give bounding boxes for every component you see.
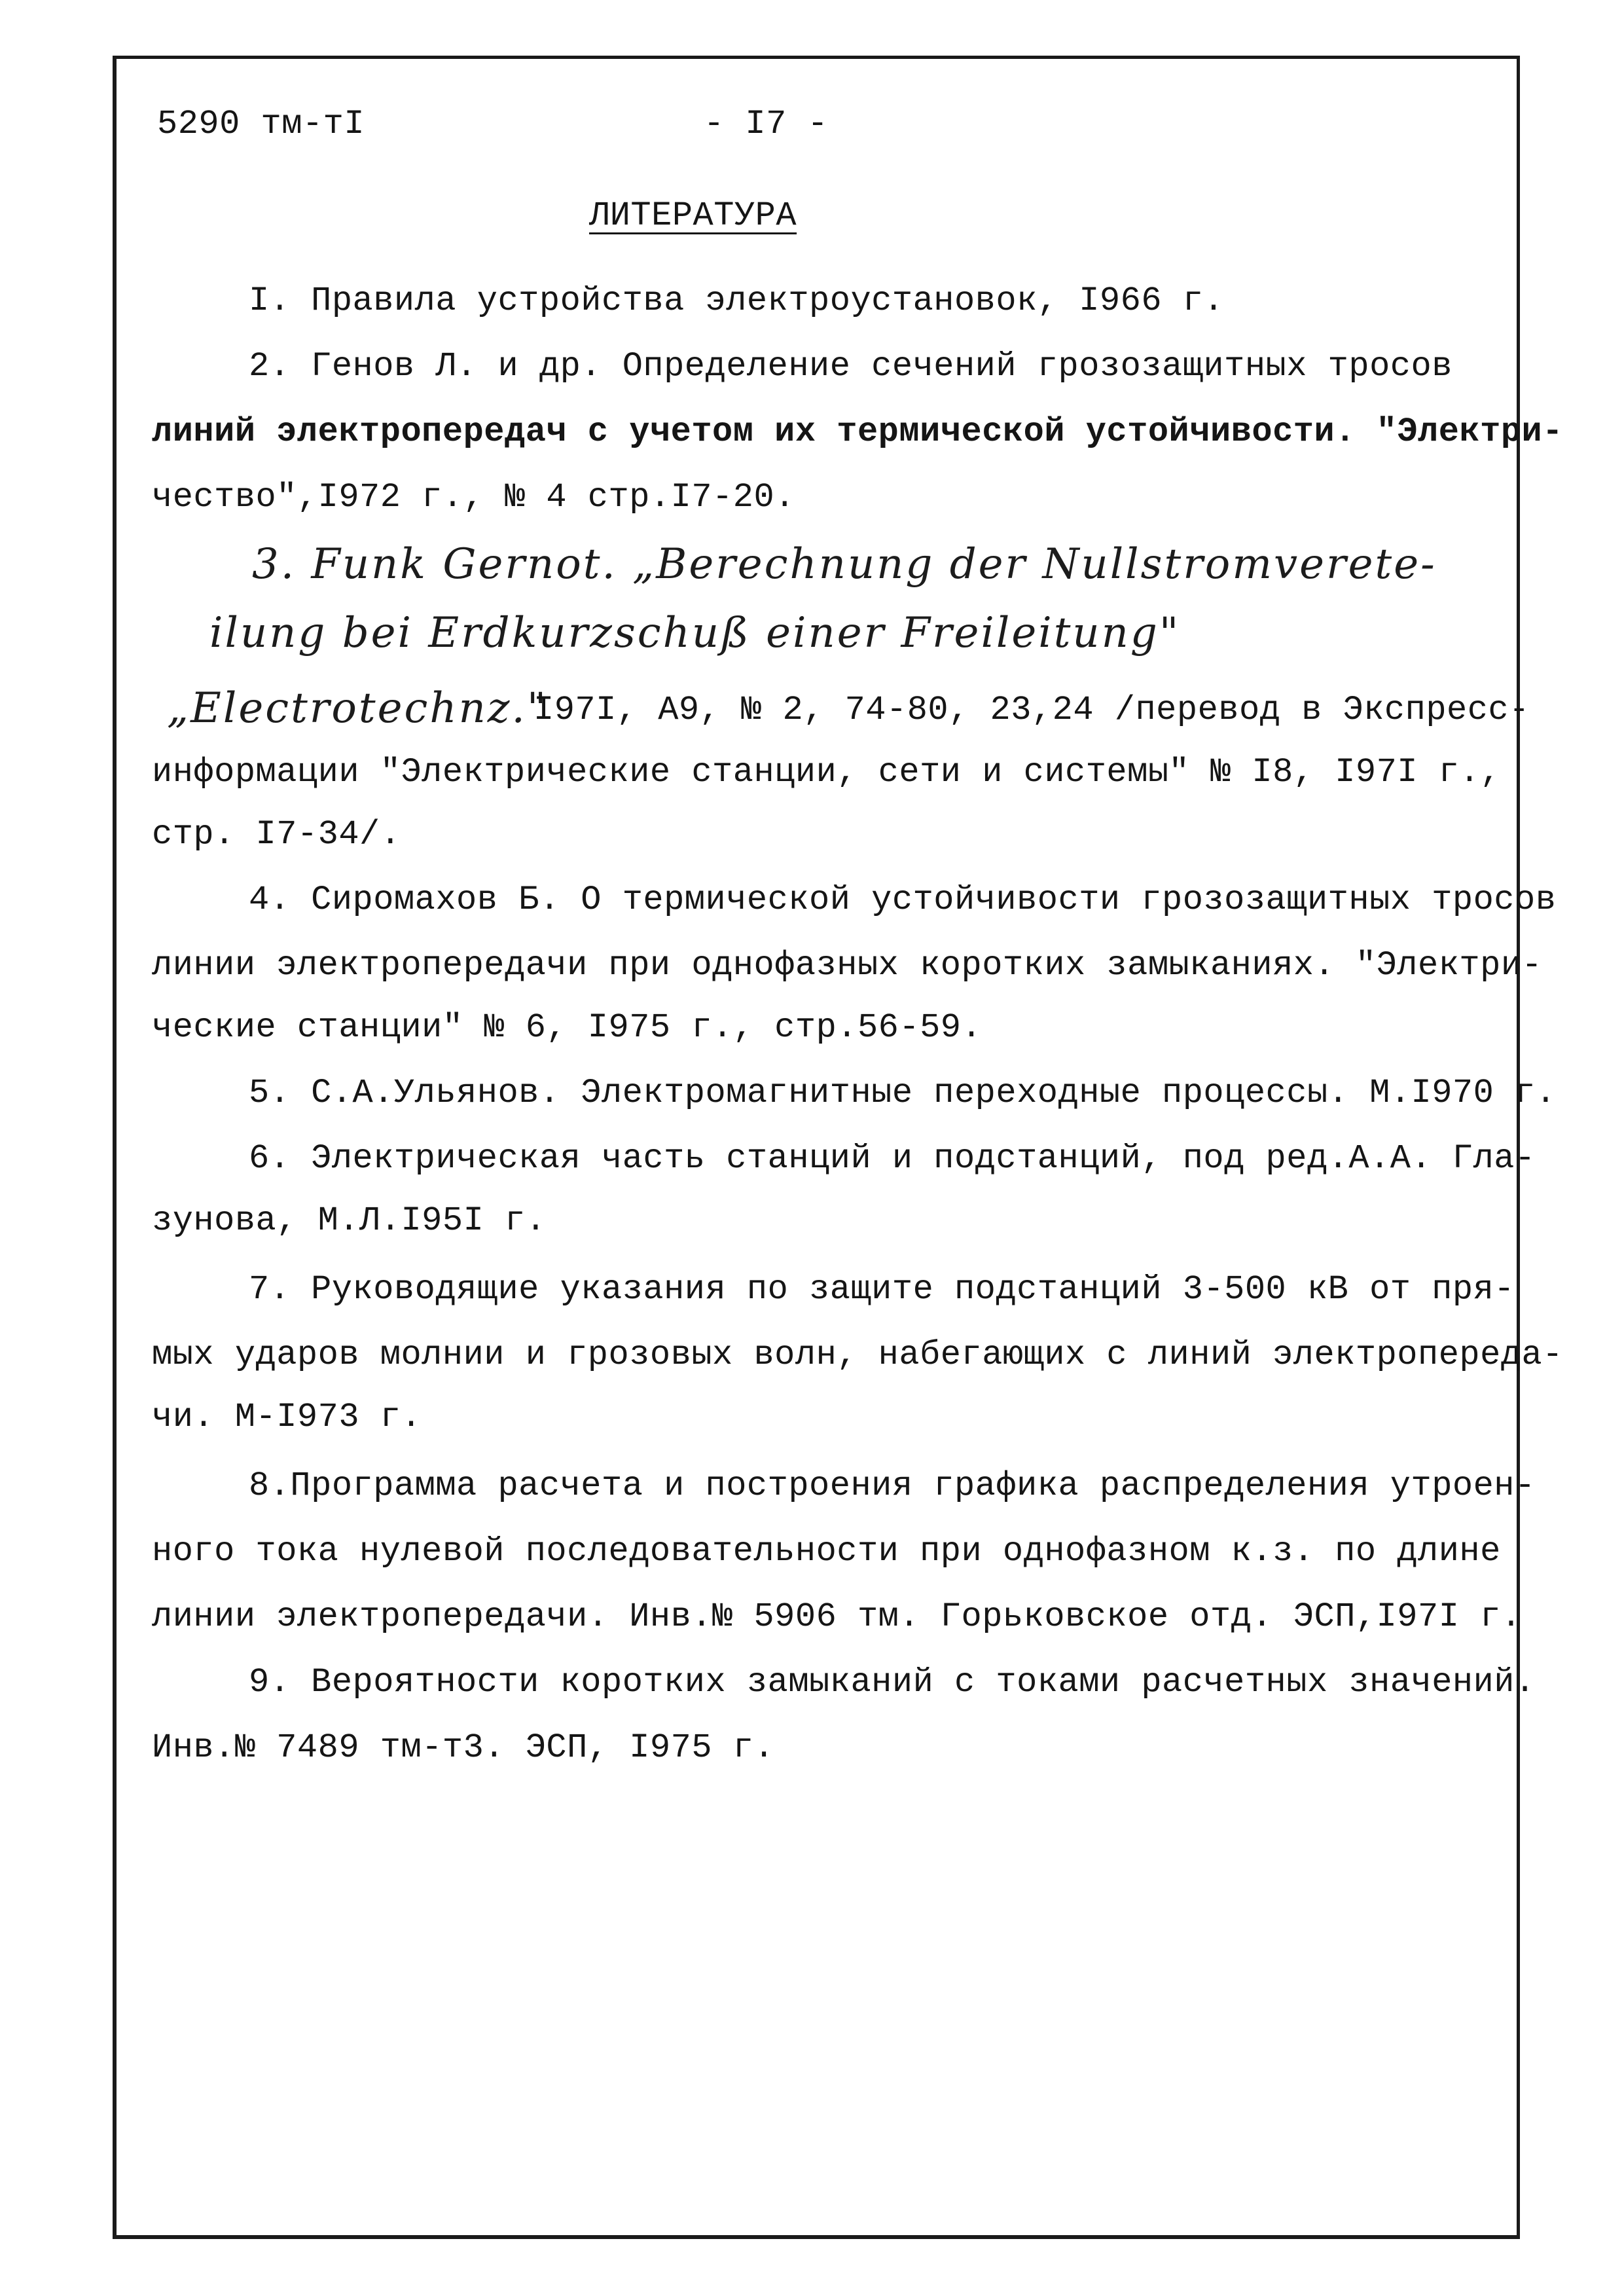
reference-6-line-2: зунова, М.Л.I95I г. [152, 1201, 547, 1240]
reference-7-line-3: чи. М-I973 г. [152, 1398, 422, 1436]
reference-4-line-2: линии электропередачи при однофазных коротких замыканиях. "Электри- [152, 946, 1543, 985]
reference-5-line-1: 5. С.А.Ульянов. Электромагнитные переходные процессы. М.I970 г. [249, 1074, 1557, 1112]
reference-9-line-2: Инв.№ 7489 тм-т3. ЭСП, I975 г. [152, 1728, 775, 1767]
reference-2-line-2: линий электропередач с учетом их термической устойчивости. "Электри- [152, 412, 1563, 451]
page-number: - I7 - [704, 105, 829, 143]
reference-7-line-2: мых ударов молнии и грозовых волн, набегающих с линий электропереда- [152, 1336, 1563, 1374]
reference-3-line-2: информации "Электрические станции, сети и системы" № I8, I97I г., [152, 753, 1501, 792]
reference-8-line-2: ного тока нулевой последовательности при однофазном к.з. по длине [152, 1532, 1501, 1571]
reference-4-line-3: ческие станции" № 6, I975 г., стр.56-59. [152, 1008, 983, 1047]
reference-2-line-1: 2. Генов Л. и др. Определение сечений грозозащитных тросов [249, 347, 1453, 386]
reference-8-line-1: 8.Программа расчета и построения графика распределения утроен- [249, 1467, 1536, 1505]
page-title: ЛИТЕРАТУРА [589, 196, 797, 235]
reference-9-line-1: 9. Вероятности коротких замыканий с токами расчетных значений. [249, 1663, 1536, 1702]
reference-7-line-1: 7. Руководящие указания по защите подстанций 3-500 кВ от пря- [249, 1270, 1515, 1309]
reference-3-handwritten-prefix: „Electrotechnz." [167, 684, 549, 733]
document-code: 5290 тм-тI [157, 105, 365, 143]
reference-1-line-1: I. Правила устройства электроустановок, I966 г. [249, 282, 1225, 320]
reference-3-line-3: стр. I7-34/. [152, 815, 401, 854]
reference-2-line-3: чество",I972 г., № 4 стр.I7-20. [152, 478, 795, 517]
reference-6-line-1: 6. Электрическая часть станций и подстанций, под ред.А.А. Гла- [249, 1139, 1536, 1178]
reference-3-line-1: I97I, A9, № 2, 74-80, 23,24 /перевод в Экспресс- [533, 691, 1530, 729]
reference-4-line-1: 4. Сиромахов Б. О термической устойчивости грозозащитных тросов [249, 881, 1557, 919]
reference-3-handwritten-line-2: ilung bei Erdkurzschuß einer Freileitung" [209, 609, 1181, 657]
reference-8-line-3: линии электропередачи. Инв.№ 5906 тм. Горьковское отд. ЭСП,I97I г. [152, 1597, 1522, 1636]
reference-3-handwritten-line-1: 3. Funk Gernot. „Berechnung der Nullstromverete- [252, 540, 1437, 589]
